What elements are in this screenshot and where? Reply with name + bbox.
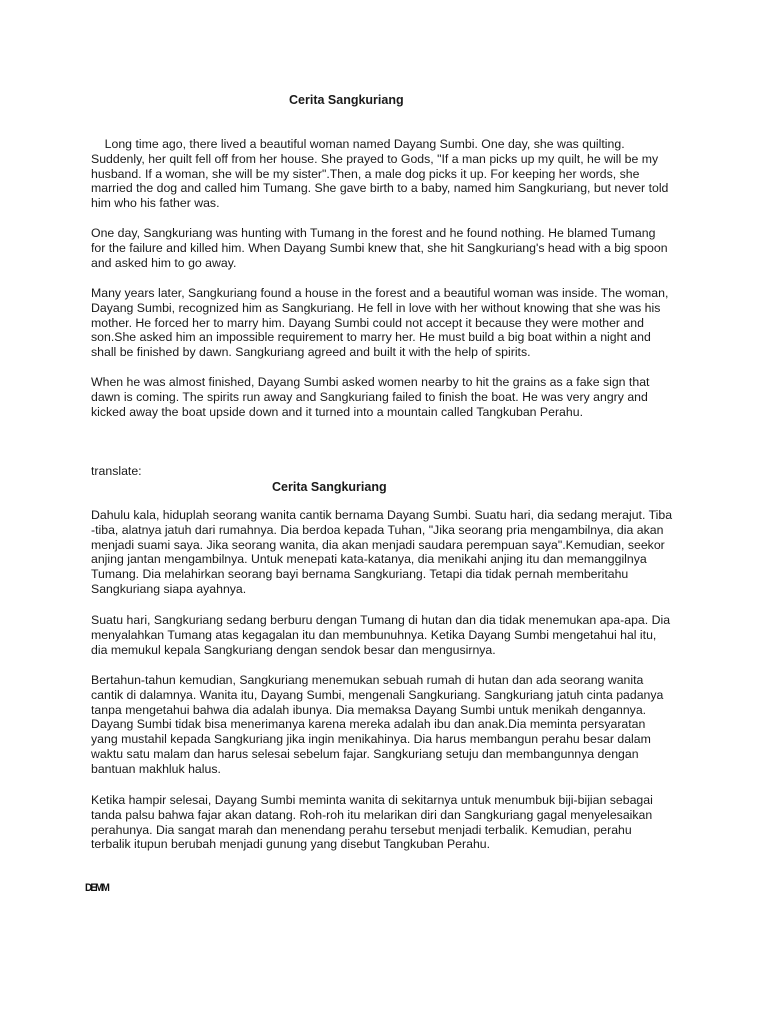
text-line: menjadi suami saya. Jika seorang wanita, dia akan menjadi saudara perempuan saya".Kemudian, seekor (91, 537, 665, 552)
text-line: Ketika hampir selesai, Dayang Sumbi meminta wanita di sekitarnya untuk menumbuk biji-bijian sebagai (91, 793, 653, 807)
text-line: for the failure and killed him. When Dayang Sumbi knew that, she hit Sangkuriang's head with a big spoon (91, 240, 668, 255)
text-line: When he was almost finished, Dayang Sumbi asked women nearby to hit the grains as a fake sign that (91, 375, 650, 389)
text-line: menyalahkan Tumang atas kegagalan itu dan membunuhnya. Ketika Dayang Sumbi mengetahui hal itu, (91, 627, 657, 642)
footer-mark: DEMM (85, 882, 109, 894)
text-line: Bertahun-tahun kemudian, Sangkuriang menemukan sebuah rumah di hutan dan ada seorang wanita (91, 673, 644, 687)
text-line: Long time ago, there lived a beautiful woman named Dayang Sumbi. One day, she was quilting. (91, 137, 625, 151)
text-line: bantuan makhluk halus. (91, 761, 221, 776)
text-line: anjing jantan mengambilnya. Untuk menepati kata-katanya, dia menikahi anjing itu dan memanggilnya (91, 552, 647, 567)
text-line: kicked away the boat upside down and it turned into a mountain called Tangkuban Perahu. (91, 404, 583, 419)
text-line: One day, Sangkuriang was hunting with Tumang in the forest and he found nothing. He blamed Tumang (91, 226, 656, 240)
indonesian-paragraph-1 (91, 508, 691, 597)
english-title: Cerita Sangkuriang (289, 93, 404, 107)
indonesian-paragraph-3 (91, 673, 691, 777)
text-line: Many years later, Sangkuriang found a house in the forest and a beautiful woman was inside. The woman, (91, 286, 669, 300)
text-line: tanpa mengetahui bahwa dia adalah ibunya. Dia memaksa Dayang Sumbi untuk menikah dengannya. (91, 702, 647, 717)
text-line: mother. He forced her to marry him. Dayang Sumbi could not accept it because they were mother and (91, 315, 644, 330)
english-paragraph-3 (91, 286, 691, 360)
english-paragraph-1 (91, 137, 691, 211)
indonesian-title: Cerita Sangkuriang (272, 480, 387, 494)
indonesian-paragraph-2 (91, 613, 691, 657)
text-line: Dayang Sumbi tidak bisa menerimanya karena mereka adalah ibu dan anak.Dia meminta persyaratan (91, 717, 646, 732)
text-line: perahunya. Dia sangat marah dan menendang perahu tersebut menjadi terbalik. Kemudian, perahu (91, 822, 632, 837)
indonesian-paragraph-4 (91, 793, 691, 852)
text-line: Suddenly, her quilt fell off from her house. She prayed to Gods, "If a man picks up my quilt, he will be my (91, 151, 659, 166)
text-line: Sangkuriang siapa ayahnya. (91, 581, 247, 596)
text-line: Tumang. Dia melahirkan seorang bayi bernama Sangkuriang. Tetapi dia tidak pernah memberitahu (91, 567, 629, 582)
text-line: tanda palsu bahwa fajar akan datang. Roh-roh itu melarikan diri dan Sangkuriang gagal menyelesaikan (91, 807, 653, 822)
text-line: and asked him to go away. (91, 255, 237, 270)
text-line: -tiba, alatnya jatuh dari rumahnya. Dia berdoa kepada Tuhan, "Jika seorang pria mengambilnya, dia akan (91, 522, 664, 537)
text-line: shall be finished by dawn. Sangkuriang agreed and built it with the help of spirits. (91, 345, 531, 360)
text-line: terbalik itupun berubah menjadi gunung yang disebut Tangkuban Perahu. (91, 837, 491, 852)
english-paragraph-4 (91, 375, 691, 419)
english-paragraph-2 (91, 226, 691, 270)
text-line: dawn is coming. The spirits run away and Sangkuriang failed to finish the boat. He was very angry and (91, 389, 648, 404)
text-line: waktu satu malam dan harus selesai sebelum fajar. Sangkuriang setuju dan membangunnya dengan (91, 746, 639, 761)
text-line: Suatu hari, Sangkuriang sedang berburu dengan Tumang di hutan dan dia tidak menemukan apa-apa. Dia (91, 613, 671, 627)
text-line: yang mustahil kepada Sangkuriang jika ingin menikahinya. Dia harus membangun perahu besar dalam (91, 732, 651, 747)
text-line: dia memukul kepala Sangkuriang dengan sendok besar dan mengusirnya. (91, 642, 496, 657)
text-line: Dahulu kala, hiduplah seorang wanita cantik bernama Dayang Sumbi. Suatu hari, dia sedang merajut. Tiba (91, 508, 673, 522)
text-line: son.She asked him an impossible requirement to marry her. He must build a big boat within a night and (91, 330, 651, 345)
text-line: husband. If a woman, she will be my sister".Then, a male dog picks it up. For keeping her words, she (91, 166, 640, 181)
text-line: Dayang Sumbi, recognized him as Sangkuriang. He fell in love with her without knowing that she was his (91, 300, 661, 315)
text-line: him who his father was. (91, 196, 220, 211)
translate-label: translate: (91, 464, 142, 478)
text-line: cantik di dalamnya. Wanita itu, Dayang Sumbi, mengenali Sangkuriang. Sangkuriang jatuh cinta padanya (91, 687, 664, 702)
text-line: married the dog and called him Tumang. She gave birth to a baby, named him Sangkuriang, but never told (91, 181, 669, 196)
